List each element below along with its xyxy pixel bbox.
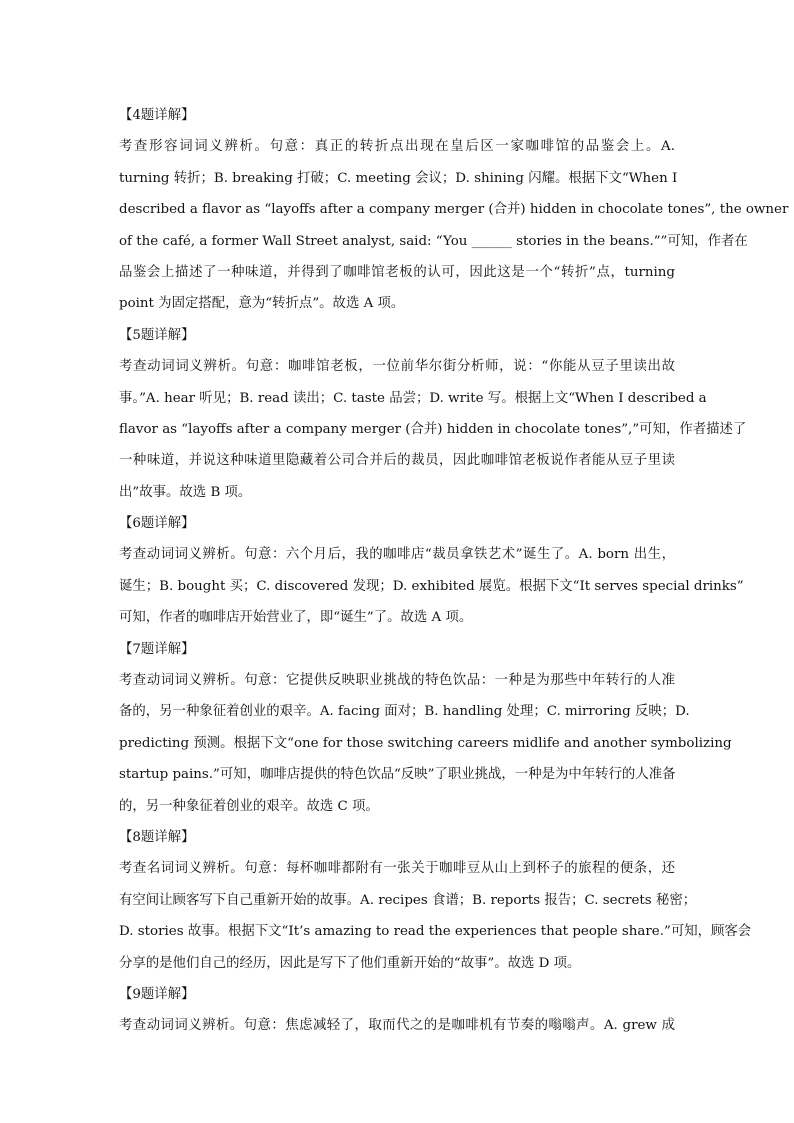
text-line: 考查名词词义辨析。句意：每杯咖啡都附有一张关于咖啡豆从山上到杯子的旅程的便条，还 [119,861,675,877]
text-line: 可知，作者的咖啡店开始营业了，即“诞生”了。故选 A 项。 [119,610,473,626]
section-heading: 【5题详解】 [119,327,195,343]
text-line: startup pains.”可知，咖啡店提供的特色饮品“反映”了职业挑战，一种是为中年转行的人准备 [119,767,676,783]
text-line: flavor as “layoffs after a company merger (合并) hidden in chocolate tones”,”可知，作者描述了 [119,421,747,437]
section-heading: 【7题详解】 [119,641,195,657]
text-line: 分享的是他们自己的经历，因此是写下了他们重新开始的“故事”。故选 D 项。 [119,955,581,971]
section-heading: 【9题详解】 [119,986,195,1002]
text-line: predicting 预测。根据下文“one for those switching careers midlife and another symbolizing [119,735,732,751]
text-line: described a flavor as “layoffs after a company merger (合并) hidden in chocolate tones”, the owner [119,202,789,218]
text-line: 考查形容词词义辨析。句意：真正的转折点出现在皇后区一家咖啡馆的品鉴会上。A. [119,139,675,155]
text-line: 考查动词词义辨析。句意：它提供反映职业挑战的特色饮品：一种是为那些中年转行的人准 [119,673,675,689]
text-line: D. stories 故事。根据下文“It’s amazing to read the experiences that people share.”可知，顾客会 [119,924,752,940]
text-line: point 为固定搭配，意为“转折点”。故选 A 项。 [119,296,405,312]
text-line: 诞生；B. bought 买；C. discovered 发现；D. exhibited 展览。根据下文“It serves special drinks” [119,578,744,594]
text-line: 备的，另一种象征着创业的艰辛。A. facing 面对；B. handling 处理；C. mirroring 反映；D. [119,704,690,720]
text-line: 事。”A. hear 听见；B. read 读出；C. taste 品尝；D. write 写。根据上文“When I described a [119,390,707,406]
text-line: turning 转折；B. breaking 打破；C. meeting 会议；D. shining 闪耀。根据下文“When I [119,170,678,186]
text-line: 考查动词词义辨析。句意：六个月后，我的咖啡店“裁员拿铁艺术”诞生了。A. born 出生， [119,547,675,563]
text-line: 品鉴会上描述了一种味道，并得到了咖啡馆老板的认可，因此这是一个“转折”点，turning [119,264,675,280]
explanation-text [119,100,789,1042]
section-heading: 【4题详解】 [119,108,195,123]
text-line: 一种味道，并说这种味道里隐藏着公司合并后的裁员，因此咖啡馆老板说作者能从豆子里读 [119,453,675,469]
text-line: 出”故事。故选 B 项。 [119,484,252,500]
text-line: 考查动词词义辨析。句意：咖啡馆老板，一位前华尔街分析师，说：“你能从豆子里读出故 [119,359,675,375]
text-line: of the café, a former Wall Street analyst, said: “You ______ stories in the beans.””可知，作者在 [119,233,748,249]
text-line: 考查动词词义辨析。句意：焦虑减轻了，取而代之的是咖啡机有节奏的嗡嗡声。A. grew 成 [119,1018,675,1034]
text-line: 有空间让顾客写下自己重新开始的故事。A. recipes 食谱；B. reports 报告；C. secrets 秘密； [119,892,697,908]
section-heading: 【6题详解】 [119,516,195,532]
text-line: 的，另一种象征着创业的艰辛。故选 C 项。 [119,798,379,814]
section-heading: 【8题详解】 [119,829,195,845]
